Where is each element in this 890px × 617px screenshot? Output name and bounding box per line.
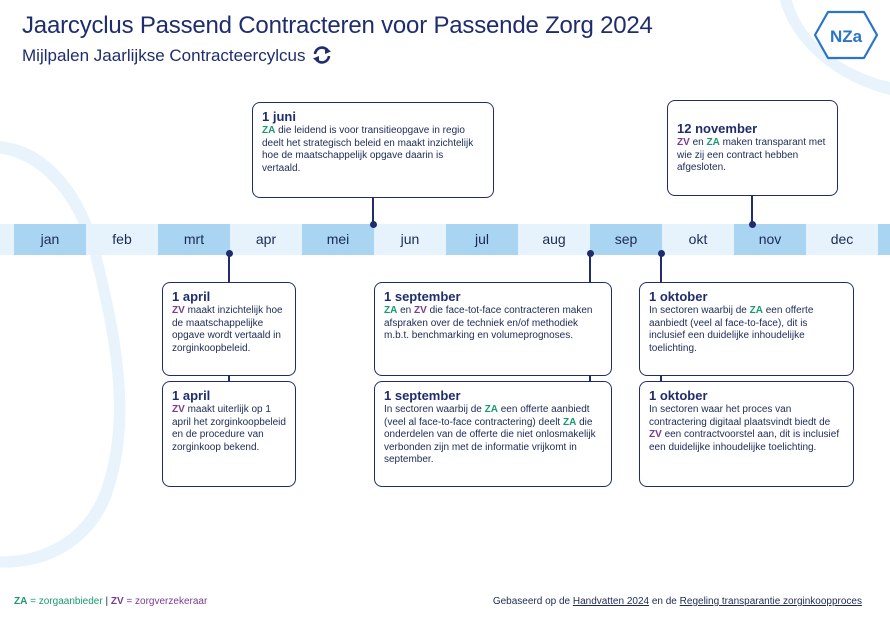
marker-okt1 xyxy=(658,250,665,257)
milestone-date: 1 april xyxy=(172,388,211,403)
milestone-text xyxy=(677,137,828,175)
month-jun: jun xyxy=(374,224,446,255)
legend xyxy=(14,596,207,607)
abbr-zv: ZV xyxy=(110,596,124,607)
abbr-zv: ZV xyxy=(649,429,662,440)
milestone-text xyxy=(384,305,602,343)
abbr-za: ZA xyxy=(484,404,498,415)
milestone-text-part: die face-tot-face contracteren maken afspraken over de techniek en/of methodiek m.b.t. benchmarking en volumeprognoses. xyxy=(384,305,593,341)
milestone-text-part: een contractvoorstel aan, dit is inclusief een duidelijke inhoudelijke toelichting. xyxy=(649,429,840,453)
abbr-za: ZA xyxy=(262,125,276,136)
milestone-card-12-november xyxy=(667,100,838,196)
bg-blob-left-inner xyxy=(0,153,114,556)
page-title: Jaarcyclus Passend Contracteren voor Passende Zorg 2024 xyxy=(22,12,653,39)
month-mei: mei xyxy=(302,224,374,255)
marker-nov12 xyxy=(749,221,756,228)
source-mid: en de xyxy=(651,596,677,607)
timeline-edge-right xyxy=(878,224,890,255)
milestone-text-part: die leidend is voor transitieopgave in regio deelt het strategisch beleid en maakt inzichtelijk hoe de maatschappelijk opgave daarin is vertaald. xyxy=(262,125,474,174)
legend-separator: | xyxy=(105,596,109,607)
month-jul: jul xyxy=(446,224,518,255)
month-apr: apr xyxy=(230,224,302,255)
month-dec: dec xyxy=(806,224,878,255)
month-nov: nov xyxy=(734,224,806,255)
milestone-text-part: In sectoren waarbij de xyxy=(649,305,747,316)
milestone-text xyxy=(262,125,484,175)
abbr-zv: ZV xyxy=(172,404,185,415)
abbr-zv: ZV xyxy=(677,137,690,148)
milestone-card-1-september-b xyxy=(374,381,612,487)
marker-juni1 xyxy=(370,221,377,228)
milestone-text-part: een offerte aanbiedt (veel al face-to-face), dit is inclusief een duidelijke inhoudelijke toelichting. xyxy=(649,305,814,354)
abbr-za: ZA xyxy=(749,305,763,316)
abbr-zv: ZV xyxy=(414,305,427,316)
milestone-date: 12 november xyxy=(677,121,758,136)
link-regeling-transparantie[interactable]: Regeling transparantie zorginkoopproces xyxy=(679,596,862,607)
marker-sep1 xyxy=(587,250,594,257)
milestone-date: 1 september xyxy=(384,388,461,403)
milestone-text-part: maakt inzichtelijk hoe de maatschappelijke opgave wordt vertaald in zorginkoopbeleid. xyxy=(172,305,283,354)
milestone-text-part: maakt uiterlijk op 1 april het zorginkoopbeleid en de procedure van zorginkoop bekend. xyxy=(172,404,286,453)
milestone-date: 1 juni xyxy=(262,109,296,124)
milestone-text-part: en xyxy=(400,305,412,316)
abbr-za: ZA xyxy=(14,596,28,607)
milestone-text xyxy=(172,305,286,355)
milestone-text-part: en xyxy=(692,137,704,148)
milestone-text xyxy=(649,305,844,355)
refresh-cycle-icon xyxy=(311,45,333,65)
legend-za-definition: = zorgaanbieder xyxy=(30,596,103,607)
month-aug: aug xyxy=(518,224,590,255)
page-subtitle xyxy=(22,45,333,66)
month-jan: jan xyxy=(14,224,86,255)
month-sep: sep xyxy=(590,224,662,255)
source-note xyxy=(493,596,862,607)
abbr-za: ZA xyxy=(706,137,720,148)
month-feb: feb xyxy=(86,224,158,255)
link-handvatten-2024[interactable]: Handvatten 2024 xyxy=(572,596,650,607)
milestone-text-part: die onderdelen van de offerte die niet onlosmakelijk verbonden zijn met de informatie vrijkomt in september. xyxy=(384,416,596,465)
milestone-card-1-oktober-b xyxy=(639,381,854,487)
milestone-text-part: een offerte aanbiedt (veel al face-to-face contractering) deelt xyxy=(384,404,590,428)
legend-zv-definition: = zorgverzekeraar xyxy=(126,596,208,607)
abbr-za: ZA xyxy=(562,416,577,428)
nza-logo xyxy=(814,10,878,60)
timeline-edge-left xyxy=(0,224,14,255)
milestone-card-1-april-b xyxy=(162,381,296,487)
milestone-text-part: In sectoren waar het proces van contractering digitaal plaatsvindt biedt de xyxy=(649,404,831,428)
milestone-card-1-juni xyxy=(252,102,494,198)
month-mrt: mrt xyxy=(158,224,230,255)
abbr-zv: ZV xyxy=(172,305,185,316)
abbr-za: ZA xyxy=(384,305,398,316)
month-okt: okt xyxy=(662,224,734,255)
milestone-text-part: maken transparant met wie zij een contract hebben afgesloten. xyxy=(677,137,826,173)
milestone-text xyxy=(649,404,844,454)
source-prefix: Gebaseerd op de xyxy=(492,596,571,607)
subtitle-text: Mijlpalen Jaarlijkse Contracteercylcus xyxy=(22,46,306,65)
milestone-date: 1 oktober xyxy=(649,289,708,304)
milestone-card-1-september-a xyxy=(374,282,612,376)
milestone-text xyxy=(172,404,286,454)
milestone-date: 1 april xyxy=(172,289,211,304)
milestone-text xyxy=(384,404,602,467)
milestone-date: 1 oktober xyxy=(649,388,708,403)
marker-april1 xyxy=(226,250,233,257)
milestone-date: 1 september xyxy=(384,289,461,304)
milestone-card-1-oktober-a xyxy=(639,282,854,376)
milestone-text-part: In sectoren waarbij de xyxy=(384,404,482,415)
logo-text: NZa xyxy=(829,27,863,46)
milestone-card-1-april-a xyxy=(162,282,296,376)
month-timeline xyxy=(0,224,890,255)
